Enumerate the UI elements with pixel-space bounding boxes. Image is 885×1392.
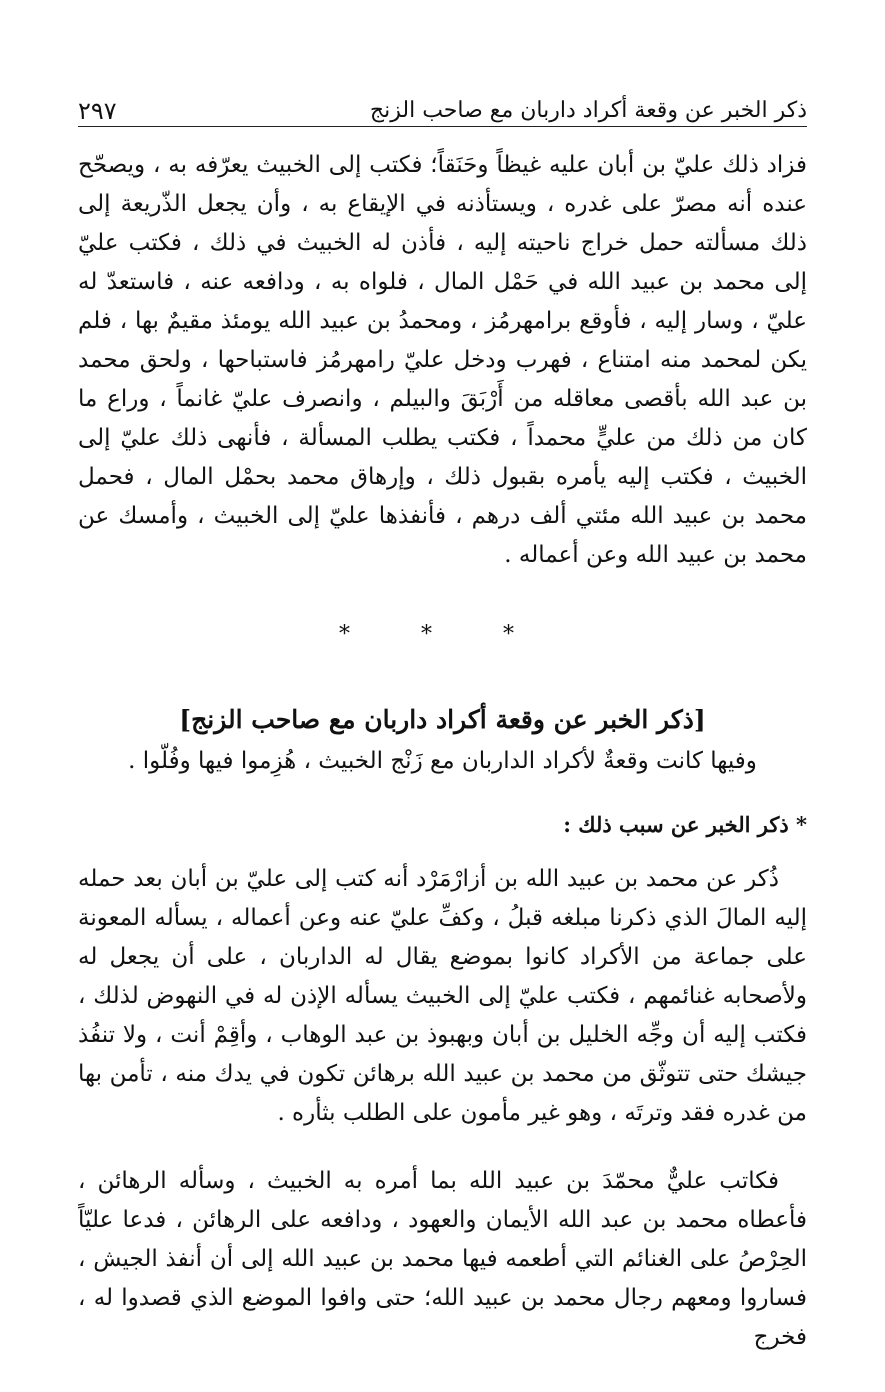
paragraph-2: ذُكر عن محمد بن عبيد الله بن أزارْمَرْد أنه كتب إلى عليّ بن أبان بعد حمله إليه المالَ الذي ذكرنا مبلغه قبلُ ، وكفِّ عليّ عنه وعن أعماله ، يسأله المعونة على جماعة من الأكراد كانوا بموضع يقال له الداربان ، على أن يجعل له ولأصحابه غنائمهم ، فكتب عليّ إلى الخبيث يسأله الإذن له في النهوض لذلك ، فكتب إليه أن وجِّه الخليل بن أبان وبهبوذ بن عبد الوهاب ، وأقِمْ أنت ، ولا تنفُذ جيشك حتى تتوثّق من محمد بن عبيد الله برهائن تكون في يدك منه ، تأمن بها من غدره فقد وترتَه ، وهو غير مأمون على الطلب بثأره . <box>78 866 807 1126</box>
subheading: * ذكر الخبر عن سبب ذلك : <box>563 812 807 837</box>
paragraph-1: فزاد ذلك عليّ بن أبان عليه غيظاً وحَنَقاً؛ فكتب إلى الخبيث يعرّفه به ، ويصحّح عنده أنه مصرّ على غدره ، ويستأذنه في الإيقاع به ، وأن يجعل الذّريعة إلى ذلك مسألته حمل خراج ناحيته إليه ، فأذن له الخبيث في ذلك ، فكتب عليّ إلى محمد بن عبيد الله في حَمْل المال ، فلواه به ، ودافعه عنه ، فاستعدّ له عليّ ، وسار إليه ، فأوقع برامهرمُز ، ومحمدُ بن عبيد الله يومئذ مقيمٌ بها ، فلم يكن لمحمد منه امتناع ، فهرب ودخل عليّ رامهرمُز فاستباحها ، ولحق محمد بن عبد الله بأقصى معاقله من أَرْبَقَ والبيلم ، وانصرف عليّ غانماً ، وراع ما كان من ذلك من عليٍّ محمداً ، فكتب يطلب المسألة ، فأنهى ذلك عليّ إلى الخبيث ، فكتب إليه يأمره بقبول ذلك ، وإرهاق محمد بحمْل المال ، فحمل محمد بن عبيد الله مئتي ألف درهم ، فأنفذها عليّ إلى الخبيث ، وأمسك عن محمد بن عبيد الله وعن أعماله . <box>78 152 808 568</box>
section-intro: وفيها كانت وقعةٌ لأكراد الداربان مع زَنْج الخبيث ، هُزِموا فيها وفُلّوا . <box>128 748 757 774</box>
page-number: ٢٩٧ <box>78 97 117 125</box>
section-separator: * * * <box>339 622 546 647</box>
running-title: ذكر الخبر عن وقعة أكراد داربان مع صاحب الزنج <box>369 98 807 123</box>
section-title: [ذكر الخبر عن وقعة أكراد داربان مع صاحب الزنج] <box>179 705 706 734</box>
running-header <box>78 92 807 127</box>
paragraph-3: فكاتب عليٌّ محمّدَ بن عبيد الله بما أمره به الخبيث ، وسأله الرهائن ، فأعطاه محمد بن عبد الله الأيمان والعهود ، ودافعه على الرهائن ، فدعا عليّاً الحِرْصُ على الغنائم التي أطعمه فيها محمد بن عبيد الله إلى أن أنفذ الجيش ، فساروا ومعهم رجال محمد بن عبيد الله؛ حتى وافوا الموضع الذي قصدوا له ، فخرج <box>78 1168 807 1350</box>
